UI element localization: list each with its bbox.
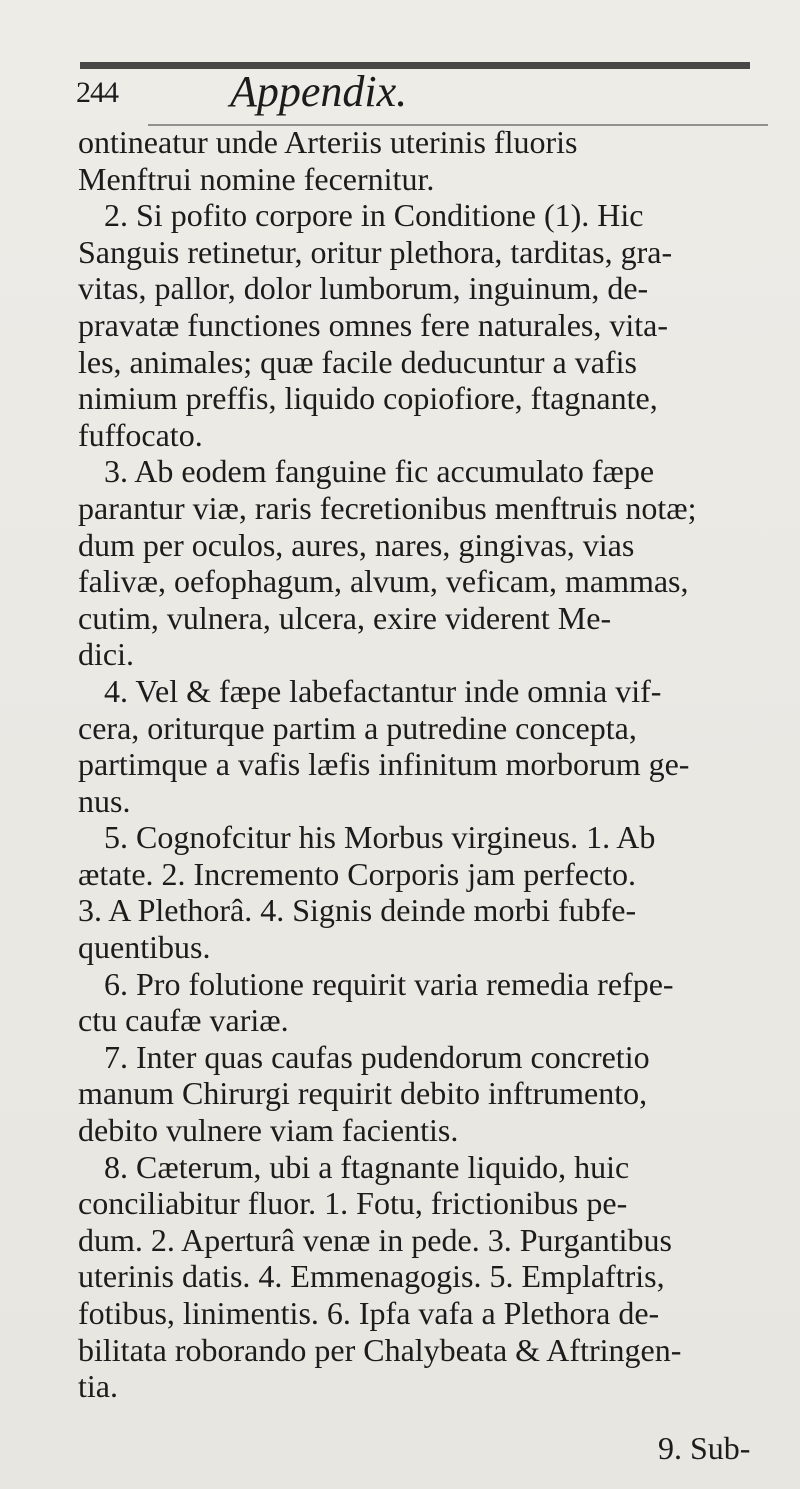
text-line: 5. Cognofcitur his Morbus virgineus. 1. Ab (104, 819, 656, 856)
text-line: cutim, vulnera, ulcera, exire viderent Me- (78, 599, 612, 636)
text-line: bilitata roborando per Chalybeata & Aftringen- (78, 1331, 682, 1368)
text-line: quentibus. (78, 929, 211, 966)
text-line: debito vulnere viam facientis. (78, 1112, 459, 1149)
text-line: falivæ, oefophagum, alvum, veficam, mammas, (78, 563, 689, 600)
text-line: vitas, pallor, dolor lumborum, inguinum, de- (78, 270, 649, 307)
text-line: dum. 2. Aperturâ venæ in pede. 3. Purgantibus (78, 1221, 672, 1258)
text-line: 3. Ab eodem fanguine fic accumulato fæpe (104, 453, 655, 490)
text-line: Sanguis retinetur, oritur plethora, tarditas, gra- (78, 233, 673, 270)
text-line: Menftrui nomine fecernitur. (78, 160, 435, 197)
text-line: nimium preffis, liquido copiofiore, ftagnante, (78, 380, 658, 417)
text-line: ctu caufæ variæ. (78, 1002, 289, 1039)
text-line: les, animales; quæ facile deducuntur a vafis (78, 343, 637, 380)
text-line: parantur viæ, raris fecretionibus menftruis notæ; (78, 489, 697, 526)
text-line: dici. (78, 636, 134, 673)
text-line: fuffocato. (78, 416, 203, 453)
text-line: nus. (78, 782, 131, 819)
text-line: uterinis datis. 4. Emmenagogis. 5. Emplaftris, (78, 1258, 665, 1295)
text-line: 4. Vel & fæpe labefactantur inde omnia vif- (104, 672, 662, 709)
text-line: 3. A Plethorâ. 4. Signis deinde morbi fubfe- (78, 892, 637, 929)
text-line: manum Chirurgi requirit debito inftrumento, (78, 1075, 648, 1112)
text-line: partimque a vafis læfis infinitum morborum ge- (78, 746, 690, 783)
text-line: pravatæ functiones omnes fere naturales, vita- (78, 306, 668, 343)
text-line: 7. Inter quas caufas pudendorum concretio (104, 1038, 650, 1075)
page-number: 244 (76, 76, 118, 109)
text-line: 2. Si pofito corpore in Conditione (1). Hic (104, 197, 644, 234)
text-line: fotibus, linimentis. 6. Ipfa vafa a Plethora de- (78, 1295, 660, 1331)
running-head: Appendix. (230, 67, 408, 116)
catchword: 9. Sub- (658, 1430, 751, 1466)
text-line: ontineatur unde Arteriis uterinis fluoris (78, 124, 578, 160)
body-text (78, 124, 768, 1405)
text-line: cera, oriturque partim a putredine concepta, (78, 709, 637, 746)
text-line: ætate. 2. Incremento Corporis jam perfecto. (78, 855, 637, 892)
text-line: 8. Cæterum, ubi a ftagnante liquido, huic (104, 1148, 630, 1185)
page-header (0, 64, 800, 124)
text-line: 6. Pro folutione requirit varia remedia refpe- (104, 965, 674, 1002)
text-line: conciliabitur fluor. 1. Fotu, frictionibus pe- (78, 1185, 628, 1222)
text-line: tia. (78, 1368, 118, 1405)
text-line: dum per oculos, aures, nares, gingivas, vias (78, 526, 635, 563)
